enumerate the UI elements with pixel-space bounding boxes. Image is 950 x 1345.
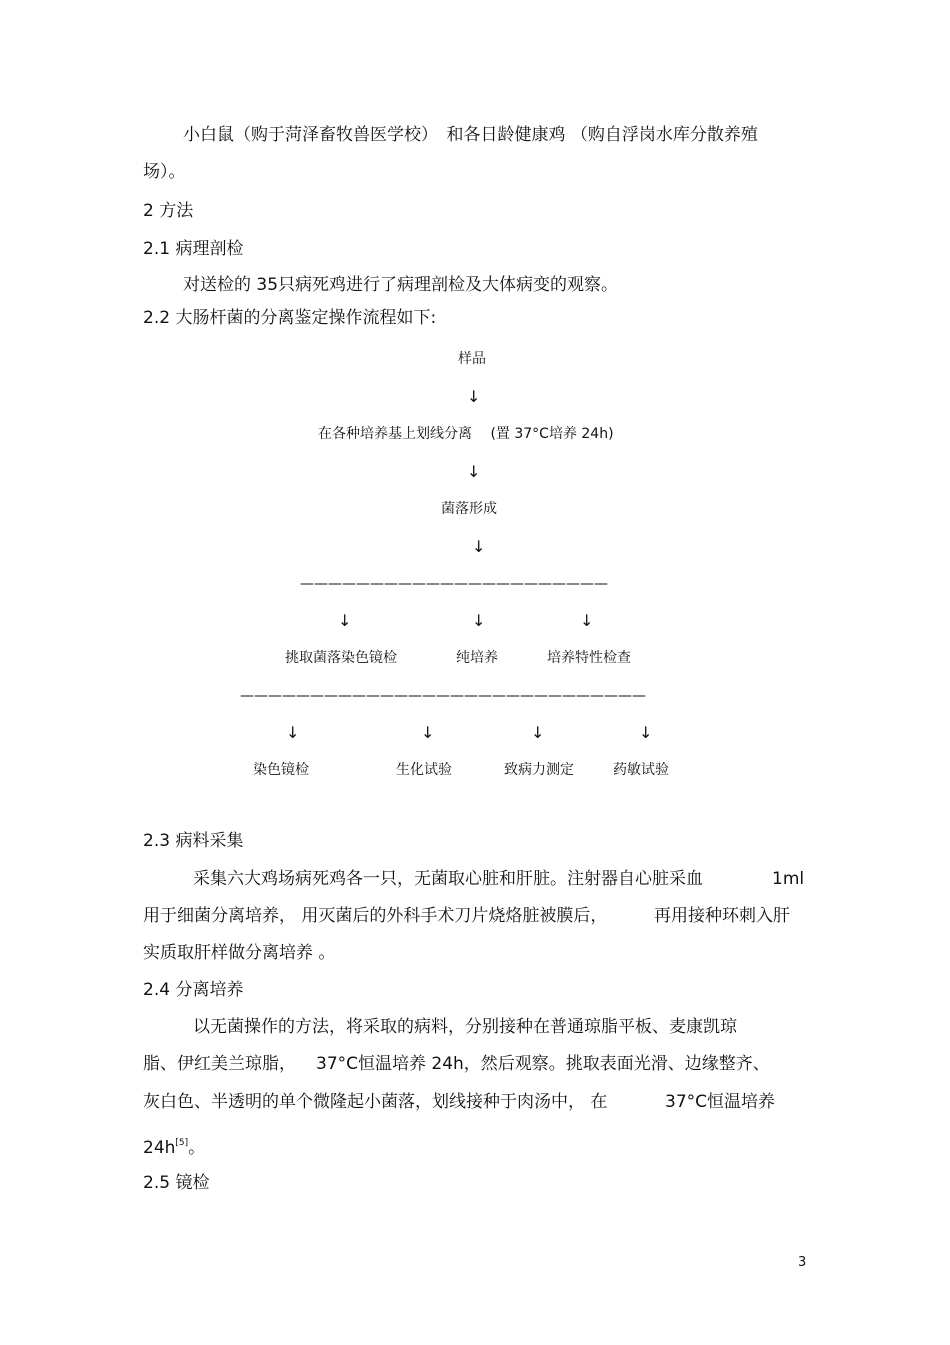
paragraph-line <box>143 1133 205 1158</box>
paragraph-line: 场）。 <box>143 162 186 182</box>
flow-node-drug: 药敏试验 <box>613 762 669 778</box>
paragraph-line: 37°C恒温培养 <box>665 1092 776 1112</box>
paragraph-line: 用于细菌分离培养， 用灭菌后的外科手术刀片烧烙脏被膜后， <box>143 906 608 926</box>
flow-node-sample: 样品 <box>458 351 486 367</box>
flow-node-stain: 染色镜检 <box>253 762 309 778</box>
paragraph-line: 37°C恒温培养 24h，然后观察。挑取表面光滑、边缘整齐、 <box>316 1054 770 1074</box>
flow-arrow: ↓ <box>421 723 435 742</box>
flow-arrow: ↓ <box>531 723 545 742</box>
paragraph-line: 再用接种环刺入肝 <box>654 906 790 926</box>
flow-arrow: ↓ <box>467 387 481 406</box>
flow-node-pure: 纯培养 <box>456 650 498 666</box>
flow-node-pathogen: 致病力测定 <box>504 762 574 778</box>
text-24h: 24h <box>143 1138 176 1158</box>
section-heading: 2 方法 <box>143 201 194 221</box>
flow-node-colony: 菌落形成 <box>441 501 497 517</box>
paragraph-line: 实质取肝样做分离培养 。 <box>143 943 336 963</box>
paragraph-line: 1ml <box>772 869 805 889</box>
flow-node-pick: 挑取菌落染色镜检 <box>285 650 397 666</box>
section-heading: 2.2 大肠杆菌的分离鉴定操作流程如下: <box>143 308 437 328</box>
section-heading: 2.3 病料采集 <box>143 831 244 851</box>
flow-arrow: ↓ <box>639 723 653 742</box>
flow-arrow: ↓ <box>580 611 594 630</box>
paragraph-line: 灰白色、半透明的单个微隆起小菌落，划线接种于肉汤中， 在 <box>143 1092 608 1112</box>
flow-arrow: ↓ <box>472 611 486 630</box>
citation-ref: [5] <box>175 1138 189 1148</box>
paragraph-line: 以无菌操作的方法，将采取的病料，分别接种在普通琼脂平板、麦康凯琼 <box>193 1017 737 1037</box>
paragraph-line: 小白鼠（购于菏泽畜牧兽医学校） 和各日龄健康鸡 （购自浮岗水库分散养殖 <box>183 125 758 145</box>
flow-node-character: 培养特性检查 <box>547 650 631 666</box>
paragraph-line: 脂、伊红美兰琼脂， <box>143 1054 296 1074</box>
flow-arrow: ↓ <box>338 611 352 630</box>
page-number: 3 <box>798 1255 807 1270</box>
flow-branch-line: —————————————————————— <box>300 576 608 592</box>
flow-node-streak: 在各种培养基上划线分离 (置 37°C培养 24h) <box>318 426 614 442</box>
section-heading: 2.4 分离培养 <box>143 980 244 1000</box>
flow-node-biochem: 生化试验 <box>396 762 452 778</box>
text-period: 。 <box>188 1138 206 1158</box>
flow-arrow: ↓ <box>286 723 300 742</box>
flow-arrow: ↓ <box>467 462 481 481</box>
paragraph-line: 采集六大鸡场病死鸡各一只，无菌取心脏和肝脏。注射器自心脏采血 <box>193 869 703 889</box>
paragraph-line: 对送检的 35只病死鸡进行了病理剖检及大体病变的观察。 <box>183 275 619 295</box>
flow-branch-line: ————————————————————————————— <box>240 688 646 704</box>
section-heading: 2.1 病理剖检 <box>143 239 244 259</box>
flow-arrow: ↓ <box>472 537 486 556</box>
section-heading: 2.5 镜检 <box>143 1173 210 1193</box>
